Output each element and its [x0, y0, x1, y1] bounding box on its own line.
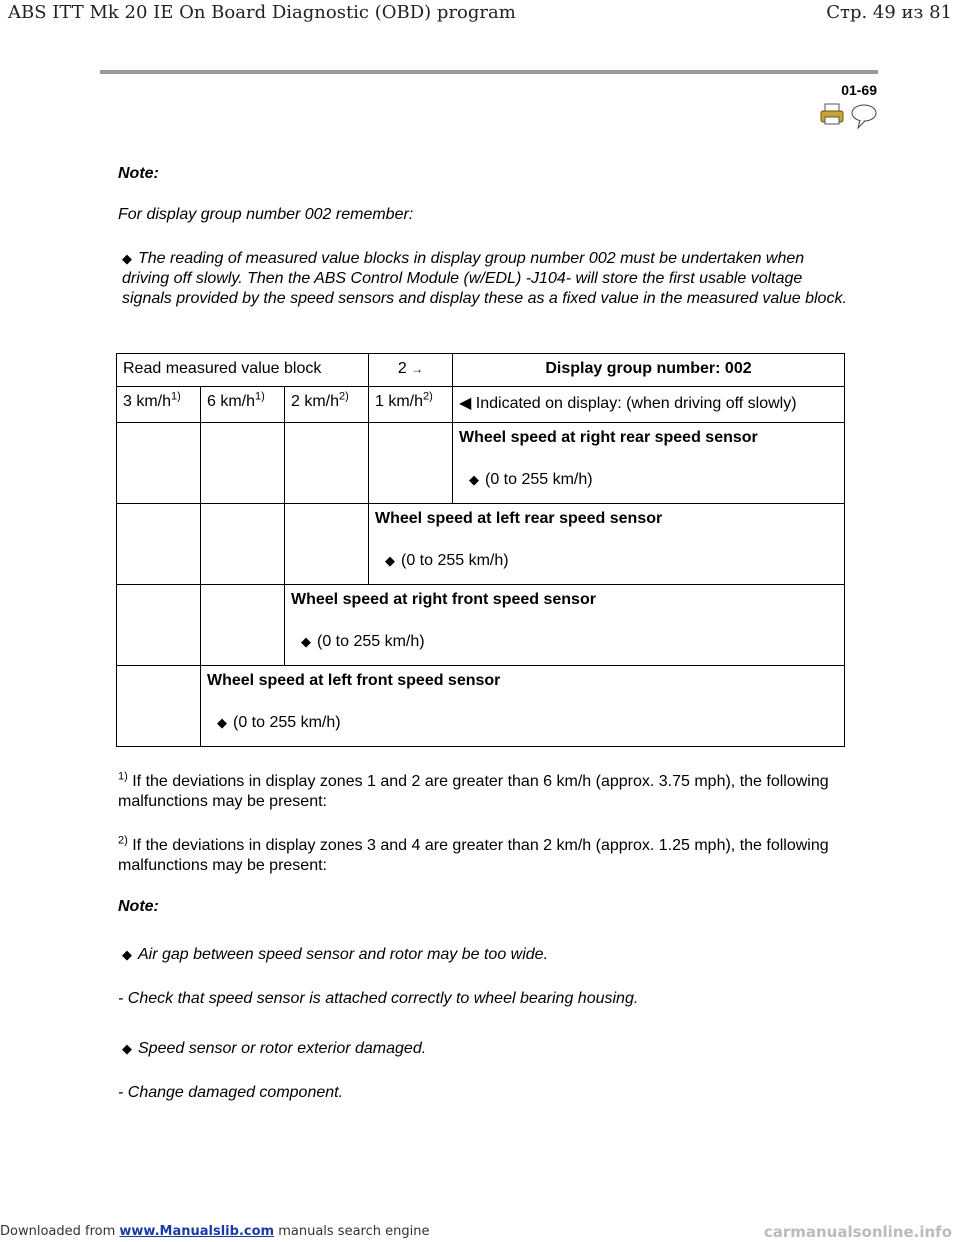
row-right-front: Wheel speed at right front speed sensor ◆ (0 to 255 km/h) — [285, 585, 845, 666]
diamond-bullet-icon: ◆ — [469, 472, 479, 487]
manualslib-link[interactable]: www.Manualslib.com — [119, 1224, 275, 1239]
arrow-right-icon: → — [411, 362, 424, 376]
toolbar-icons — [820, 103, 878, 134]
row-left-rear: Wheel speed at left rear speed sensor ◆ (0 to 255 km/h) — [369, 504, 845, 585]
note2-bullet-1: ◆ Air gap between speed sensor and rotor may be too wide. — [122, 946, 549, 963]
speech-bubble-icon[interactable] — [850, 103, 878, 134]
note2-bullet-2: ◆ Speed sensor or rotor exterior damaged. — [122, 1040, 427, 1057]
diamond-bullet-icon: ◆ — [122, 251, 132, 266]
document-title: ABS ITT Mk 20 IE On Board Diagnostic (OBD) program — [8, 2, 516, 23]
zone-1: 3 $km/h^{1)}$ — [117, 387, 201, 423]
diamond-bullet-icon: ◆ — [385, 553, 395, 568]
indicated-label: ◀ Indicated on display: (when driving off slowly) — [453, 387, 845, 423]
footnote-1: $^{1)}$ If the deviations in display zones 1 and 2 are greater than 6 km/h (approx. 3.75 mph), the following malfunctions may be present: — [118, 770, 829, 810]
row-right-rear: Wheel speed at right rear speed sensor ◆ (0 to 255 km/h) — [453, 423, 845, 504]
action-2: - Change damaged component. — [118, 1084, 344, 1101]
note-bullet: ◆ The reading of measured value blocks in display group number 002 must be undertaken when driving off slowly. Then the ABS Control Module (w/EDL) -J104- will store the first usable voltage signals provided by the speed sensors and display these as a fixed value in the measured value block. — [122, 250, 847, 307]
read-block-label: Read measured value block — [117, 354, 369, 387]
measured-value-table — [116, 353, 845, 747]
zone-2: 6 $km/h^{1)}$ — [201, 387, 285, 423]
download-footer: Downloaded from www.Manualslib.com manuals search engine — [0, 1224, 430, 1239]
display-group-header: Display group number: 002 — [453, 354, 845, 387]
diamond-bullet-icon: ◆ — [217, 715, 227, 730]
printer-icon[interactable] — [820, 103, 844, 134]
zone-4: 1 $km/h^{2)}$ — [369, 387, 453, 423]
footnote-2: $^{2)}$ If the deviations in display zones 3 and 4 are greater than 2 km/h (approx. 1.25 mph), the following malfunctions may be present: — [118, 834, 829, 874]
watermark: carmanualsonline.info — [763, 1223, 952, 1241]
note2-label: Note: — [118, 898, 159, 915]
diamond-bullet-icon: ◆ — [122, 947, 132, 962]
row-left-front: Wheel speed at left front speed sensor ◆ (0 to 255 km/h) — [201, 666, 845, 747]
diamond-bullet-icon: ◆ — [122, 1041, 132, 1056]
page-number: 01-69 — [841, 82, 877, 98]
action-1: - Check that speed sensor is attached correctly to wheel bearing housing. — [118, 990, 639, 1007]
header-divider — [100, 70, 878, 74]
diamond-bullet-icon: ◆ — [301, 634, 311, 649]
triangle-left-icon: ◀ — [459, 395, 472, 412]
note-intro: For display group number 002 remember: — [118, 206, 414, 223]
zone-3: 2 $km/h^{2)}$ — [285, 387, 369, 423]
page-indicator: Стр. 49 из 81 — [826, 2, 952, 23]
note-label: Note: — [118, 165, 159, 182]
read-block-value: 2 → — [369, 354, 453, 387]
